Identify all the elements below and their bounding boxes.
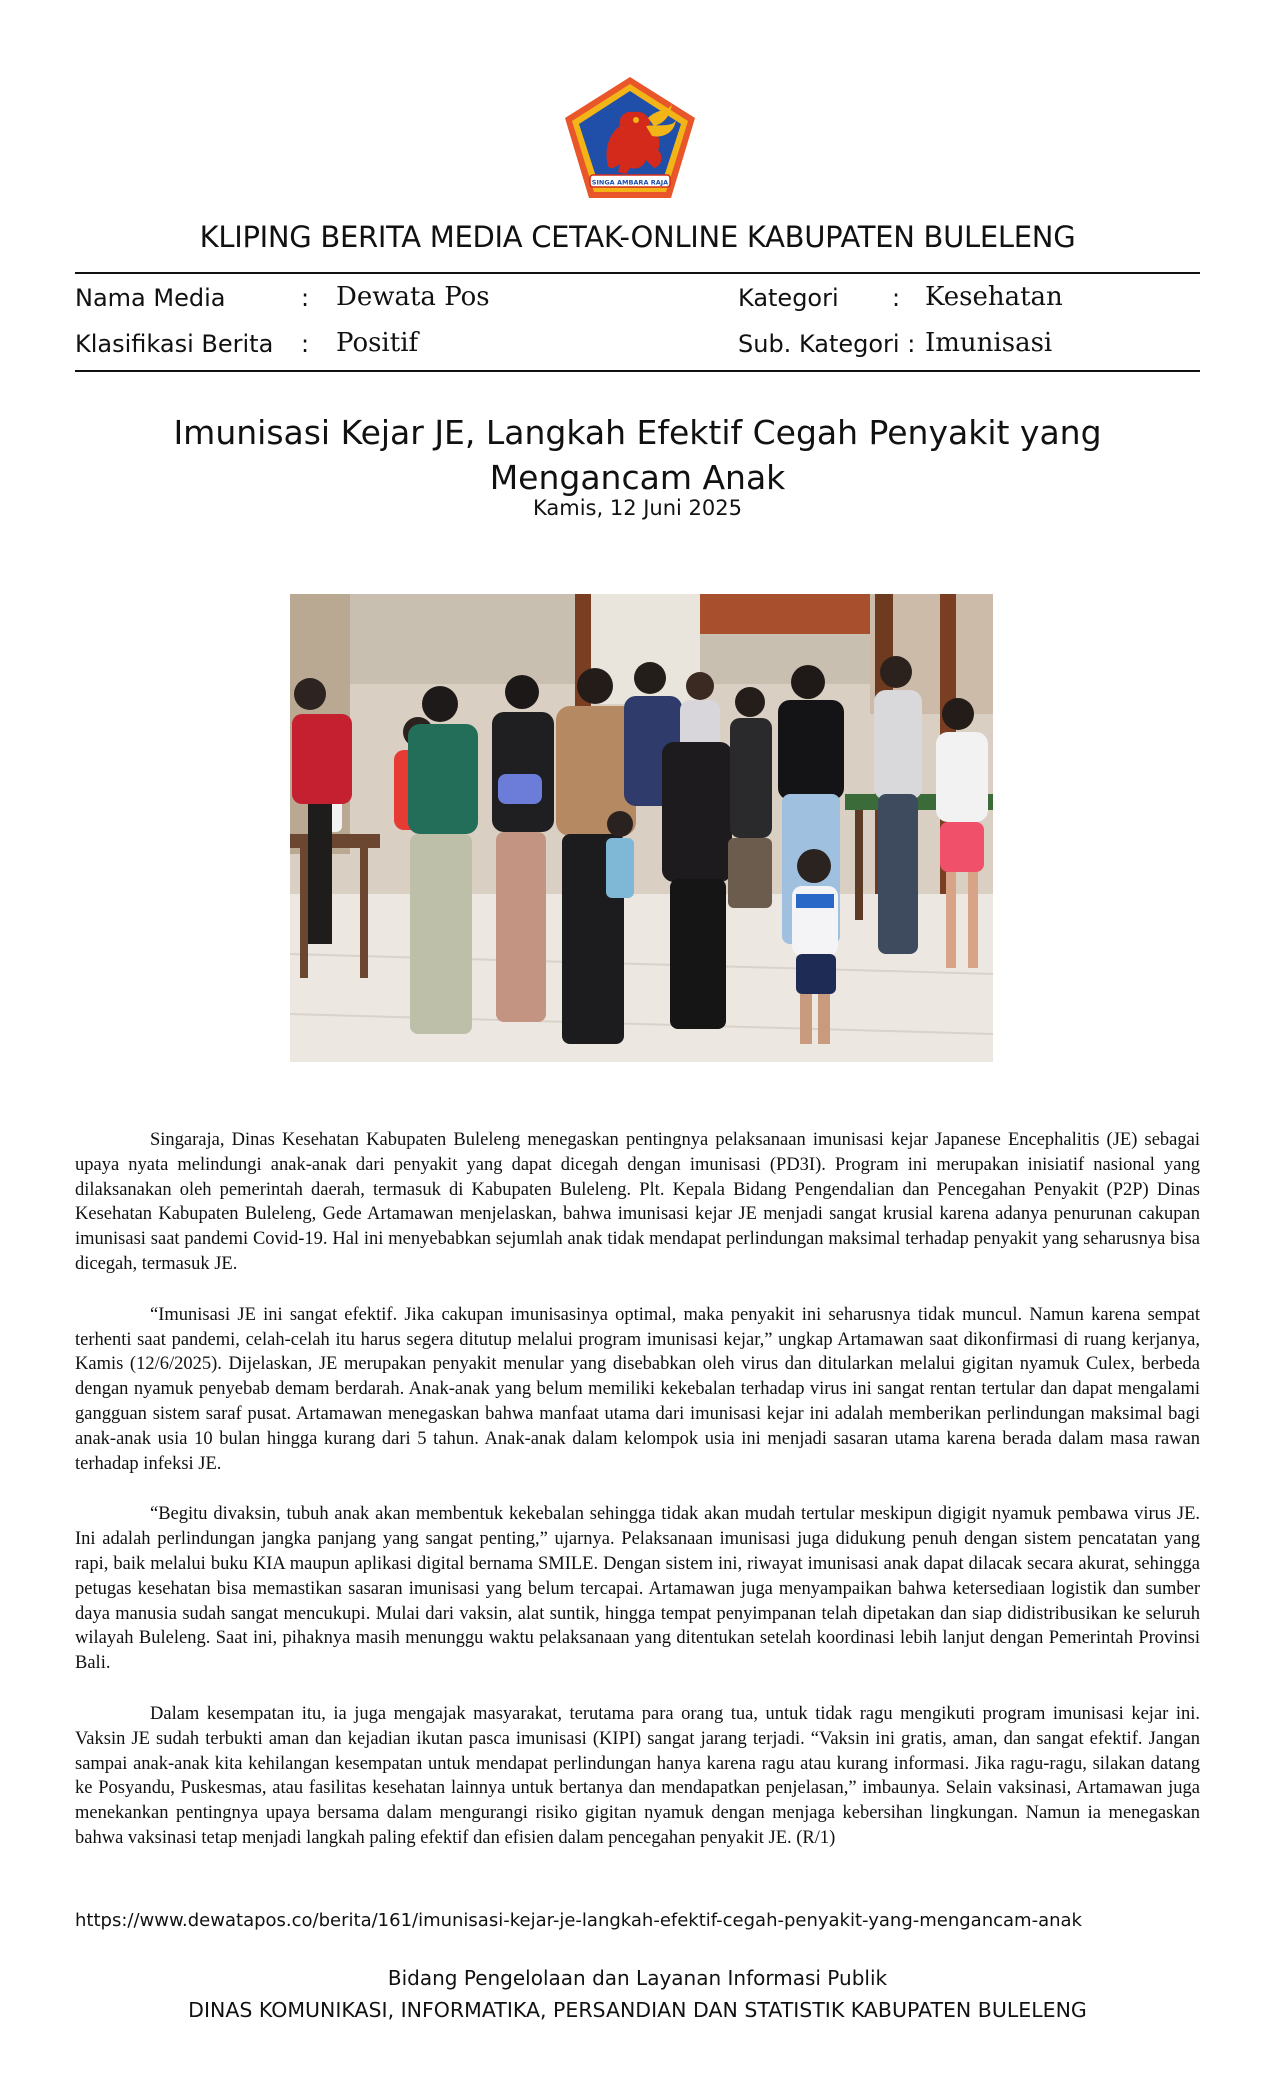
article-date: Kamis, 12 Juni 2025 [532,496,742,520]
article-paragraph-2: “Imunisasi JE ini sangat efektif. Jika cakupan imunisasinya optimal, maka penyakit ini seharusnya tidak muncul. Namun karena sempat terhenti saat pandemi, celah-celah itu harus segera ditutup melalui program imunisasi kejar,” ungkap Artamawan saat dikonfirmasi di ruang kerjanya, Kamis (12/6/2025). Dijelaskan, JE merupakan penyakit menular yang disebabkan oleh virus dan ditularkan melalui gigitan nyamuk Culex, berbeda dengan nyamuk penyebab demam berdarah. Anak-anak yang belum memiliki kekebalan terhadap virus ini sangat rentan tertular dan dapat mengalami gangguan sistem saraf pusat. Artamawan menegaskan bahwa manfaat utama dari imunisasi kejar ini adalah memberikan perlindungan maksimal bagi anak-anak usia 10 bulan hingga kurang dari 5 tahun. Anak-anak dalam kelompok usia ini menjadi sasaran utama karena berada dalam masa rawan terhadap infeksi JE. [75,1304,1200,1474]
emblem-motto: SINGA AMBARA RAJA [591,178,669,187]
media-value: Dewata Pos [336,282,490,312]
subcategory-value: Imunisasi [925,328,1053,358]
media-separator: : [301,284,310,312]
meta-row-classification [75,328,1200,368]
source-url-link[interactable]: https://www.dewatapos.co/berita/161/imunisasi-kejar-je-langkah-efektif-cegah-penyakit-yang-mengancam-anak [75,1910,1082,1931]
lion-emblem-icon [560,74,700,202]
category-separator: : [892,284,901,312]
regency-emblem-logo [560,74,700,202]
clipping-header-title: KLIPING BERITA MEDIA CETAK-ONLINE KABUPATEN BULELENG [199,220,1076,254]
footer-agency: DINAS KOMUNIKASI, INFORMATIKA, PERSANDIAN DAN STATISTIK KABUPATEN BULELENG [188,1998,1087,2022]
category-label: Kategori [738,284,839,312]
immunization-photo-image [290,594,993,1062]
article-paragraph-4: Dalam kesempatan itu, ia juga mengajak masyarakat, terutama para orang tua, untuk tidak ragu mengikuti program imunisasi kejar ini. Vaksin JE sudah terbukti aman dan kejadian ikutan pasca imunisasi (KIPI) sangat jarang terjadi. “Vaksin ini gratis, aman, dan sangat efektif. Jangan sampai anak-anak kita kehilangan kesempatan untuk mendapat perlindungan hanya karena ragu atau kurang informasi. Jika ragu-ragu, silakan datang ke Posyandu, Puskesmas, atau fasilitas kesehatan lainnya untuk bertanya dan mendapatkan penjelasan,” imbaunya. Selain vaksinasi, Artamawan juga menekankan pentingnya upaya bersama dalam mengurangi risiko gigitan nyamuk dengan menjaga kebersihan lingkungan. Namun ia menegaskan bahwa vaksinasi tetap menjadi langkah paling efektif dan efisien dalam pencegahan penyakit JE. (R/1) [75,1703,1200,1848]
article-paragraph-3: “Begitu divaksin, tubuh anak akan membentuk kekebalan sehingga tidak akan mudah tertular meskipun digigit nyamuk pembawa virus JE. Ini adalah perlindungan jangka panjang yang sangat penting,” ujarnya. Pelaksanaan imunisasi juga didukung penuh dengan sistem pencatatan yang rapi, baik melalui buku KIA maupun aplikasi digital bernama SMILE. Dengan sistem ini, riwayat imunisasi anak dapat dilacak secara akurat, sehingga petugas kesehatan bisa memastikan sasaran imunisasi yang belum tercapai. Artamawan juga menyampaikan bahwa ketersediaan logistik dan sumber daya manusia sudah sangat mencukupi. Mulai dari vaksin, alat suntik, hingga tempat penyimpanan telah dipetakan dan siap didistribusikan ke seluruh wilayah Buleleng. Saat ini, pihaknya masih menunggu waktu pelaksanaan yang ditentukan setelah koordinasi lebih lanjut dengan Pemerintah Provinsi Bali. [75,1504,1200,1674]
category-value: Kesehatan [925,282,1063,312]
bottom-divider [75,370,1200,372]
article-body [75,1128,1200,1877]
classification-value: Positif [336,328,419,358]
article-title: Imunisasi Kejar JE, Langkah Efektif Cegah Penyakit yang Mengancam Anak [173,413,1102,497]
meta-row-media [75,282,1200,322]
classification-separator: : [301,330,310,358]
subcategory-label: Sub. Kategori : [738,330,916,358]
media-label: Nama Media [75,284,226,312]
top-divider [75,272,1200,274]
classification-label: Klasifikasi Berita [75,330,274,358]
article-photo [290,594,993,1062]
footer-division: Bidang Pengelolaan dan Layanan Informasi Publik [387,1966,888,1990]
article-paragraph-1: Singaraja, Dinas Kesehatan Kabupaten Buleleng menegaskan pentingnya pelaksanaan imunisasi kejar Japanese Encephalitis (JE) sebagai upaya nyata melindungi anak-anak dari penyakit yang dapat dicegah dengan imunisasi (PD3I). Program ini merupakan inisiatif nasional yang dilaksanakan oleh pemerintah daerah, termasuk di Kabupaten Buleleng. Plt. Kepala Bidang Pengendalian dan Pencegahan Penyakit (P2P) Dinas Kesehatan Kabupaten Buleleng, Gede Artamawan menjelaskan, bahwa imunisasi kejar JE menjadi sangat krusial karena adanya penurunan cakupan imunisasi saat pandemi Covid-19. Hal ini menyebabkan sejumlah anak tidak mendapat perlindungan maksimal terhadap penyakit yang seharusnya bisa dicegah, termasuk JE. [75,1130,1200,1274]
